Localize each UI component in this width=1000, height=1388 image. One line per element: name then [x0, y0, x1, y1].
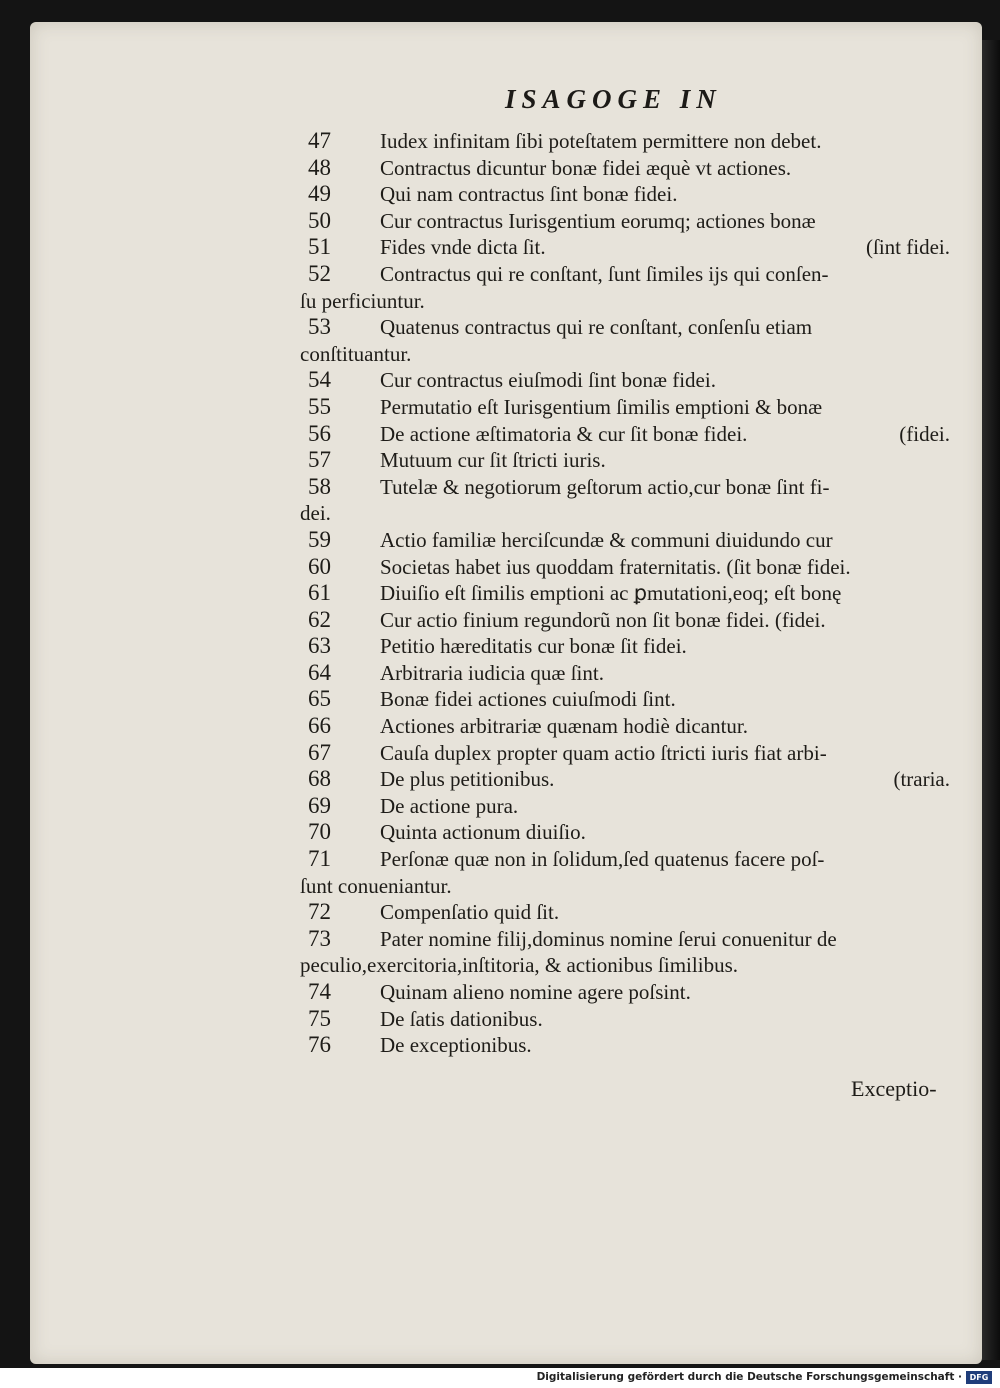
entry-number: 50 [308, 207, 331, 233]
entry-number: 63 [308, 633, 331, 659]
list-item [308, 394, 958, 421]
entry-text: Actiones arbitrariæ quænam hodiè dicantur. [380, 714, 748, 739]
entry-number: 52 [308, 260, 331, 286]
entry-text: Mutuum cur ſit ſtricti iuris. [380, 448, 606, 473]
entry-number: 55 [308, 393, 331, 419]
list-item [300, 925, 958, 979]
page-gutter [982, 40, 1000, 1360]
entry-number: 68 [308, 766, 331, 792]
list-item [308, 1032, 958, 1059]
entry-text: Perſonæ quæ non in ſolidum,ſed quatenus facere poſ- [380, 847, 825, 872]
entry-overflow-text: (fidei. [899, 421, 950, 446]
list-item [308, 421, 958, 448]
entry-continuation: ſunt conueniantur. [300, 873, 452, 898]
entry-text: Cur actio finium regundorũ non ſit bonæ fidei. (fidei. [380, 607, 826, 632]
entry-number: 73 [308, 925, 331, 951]
digitization-footer [0, 1368, 1000, 1388]
entry-number: 49 [308, 181, 331, 207]
list-item [308, 208, 958, 235]
entry-number: 74 [308, 979, 331, 1004]
list-item [308, 234, 958, 261]
entry-number: 65 [308, 686, 331, 712]
list-item [308, 713, 958, 740]
entry-text: Quinam alieno nomine agere poſsint. [380, 980, 691, 1004]
entry-text: De ſatis dationibus. [380, 1006, 543, 1031]
list-item [308, 740, 958, 767]
entry-text: Bonæ fidei actiones cuiuſmodi ſint. [380, 687, 676, 712]
list-item [308, 367, 958, 394]
entry-text: Pater nomine filij,dominus nomine ſerui conuenitur de [380, 926, 837, 951]
list-item [308, 979, 958, 1006]
entry-number: 72 [308, 899, 331, 925]
entry-continuation: conſtituantur. [300, 341, 412, 366]
funding-credit: Digitalisierung gefördert durch die Deutsche Forschungsgemeinschaft · [536, 1371, 962, 1383]
list-item [308, 580, 958, 607]
entry-number: 75 [308, 1005, 331, 1031]
dfg-logo: DFG [966, 1371, 992, 1384]
entry-overflow-text: (ſint fidei. [866, 235, 950, 260]
entry-text: Petitio hæreditatis cur bonæ ſit fidei. [380, 634, 687, 659]
list-item [308, 155, 958, 182]
entry-number: 58 [308, 473, 331, 499]
entry-overflow-text: (traria. [893, 767, 950, 792]
list-item [308, 766, 958, 793]
entry-number: 76 [308, 1032, 331, 1058]
list-item [308, 527, 958, 554]
entry-number: 67 [308, 739, 331, 765]
entry-number: 53 [308, 314, 331, 340]
entry-continuation: peculio,exercitoria,inſtitoria, & actionibus ſimilibus. [300, 953, 738, 978]
entry-number: 57 [308, 447, 331, 473]
entry-number: 48 [308, 154, 331, 180]
list-item [308, 181, 958, 208]
entry-text: Actio familiæ herciſcundæ & communi diuidundo cur [380, 527, 833, 552]
chapter-summary-list [300, 128, 958, 1059]
entry-number: 61 [308, 580, 331, 606]
running-title: ISAGOGE IN [505, 84, 722, 114]
entry-text: De exceptionibus. [380, 1033, 532, 1058]
list-item [308, 554, 958, 581]
entry-text: Permutatio eſt Iurisgentium ſimilis emptioni & bonæ [380, 394, 823, 419]
list-item [300, 260, 958, 314]
entry-text: Compenſatio quid ſit. [380, 900, 560, 925]
entry-number: 64 [308, 659, 331, 685]
list-item [308, 793, 958, 820]
catchword: Exceptio- [851, 1076, 937, 1101]
entry-text: Cur contractus eiuſmodi ſint bonæ fidei. [380, 368, 716, 393]
entry-number: 60 [308, 553, 331, 579]
entry-text: Cur contractus Iurisgentium eorumq; actiones bonæ [380, 208, 816, 233]
entry-text: Contractus dicuntur bonæ fidei æquè vt actiones. [380, 155, 792, 180]
entry-text: Fides vnde dicta ſit. [380, 235, 546, 260]
list-item [308, 1006, 958, 1033]
list-item [300, 846, 958, 899]
entry-continuation: ſu perficiuntur. [300, 288, 425, 313]
list-item [300, 473, 958, 527]
list-item [308, 660, 958, 687]
entry-text: Arbitraria iudicia quæ ſint. [380, 660, 604, 685]
list-item [300, 314, 958, 367]
entry-text: Societas habet ius quoddam fraternitatis. (ſit bonæ fidei. [380, 554, 851, 579]
entry-number: 66 [308, 713, 331, 739]
entry-number: 51 [308, 234, 331, 260]
list-item [308, 447, 958, 474]
entry-text: Cauſa duplex propter quam actio ſtricti iuris fiat arbi- [380, 740, 827, 765]
list-item [308, 128, 958, 155]
entry-continuation: dei. [300, 501, 331, 526]
entry-text: De plus petitionibus. [380, 767, 555, 792]
list-item [308, 899, 958, 926]
entry-text: Iudex infinitam ſibi poteſtatem permittere non debet. [380, 129, 822, 153]
entry-number: 62 [308, 606, 331, 632]
entry-text: De actione pura. [380, 793, 519, 818]
list-item [308, 819, 958, 846]
list-item [308, 633, 958, 660]
list-item [308, 686, 958, 713]
entry-text: Quinta actionum diuiſio. [380, 820, 586, 845]
entry-text: Tutelæ & negotiorum geſtorum actio,cur bonæ ſint fi- [380, 474, 830, 499]
entry-text: Diuiſio eſt ſimilis emptioni ac ꝑmutationi,eoq; eſt bonę [380, 581, 842, 606]
entry-text: De actione æſtimatoria & cur ſit bonæ fidei. [380, 421, 748, 446]
entry-number: 54 [308, 367, 331, 393]
list-item [308, 607, 958, 634]
entry-number: 56 [308, 420, 331, 446]
entry-text: Quatenus contractus qui re conſtant, conſenſu etiam [380, 315, 813, 340]
entry-number: 69 [308, 792, 331, 818]
entry-text: Qui nam contractus ſint bonæ fidei. [380, 182, 678, 207]
entry-number: 70 [308, 819, 331, 845]
entry-text: Contractus qui re conſtant, ſunt ſimiles ijs qui conſen- [380, 261, 829, 286]
entry-number: 59 [308, 526, 331, 552]
entry-number: 71 [308, 846, 331, 872]
entry-number: 47 [308, 128, 331, 153]
